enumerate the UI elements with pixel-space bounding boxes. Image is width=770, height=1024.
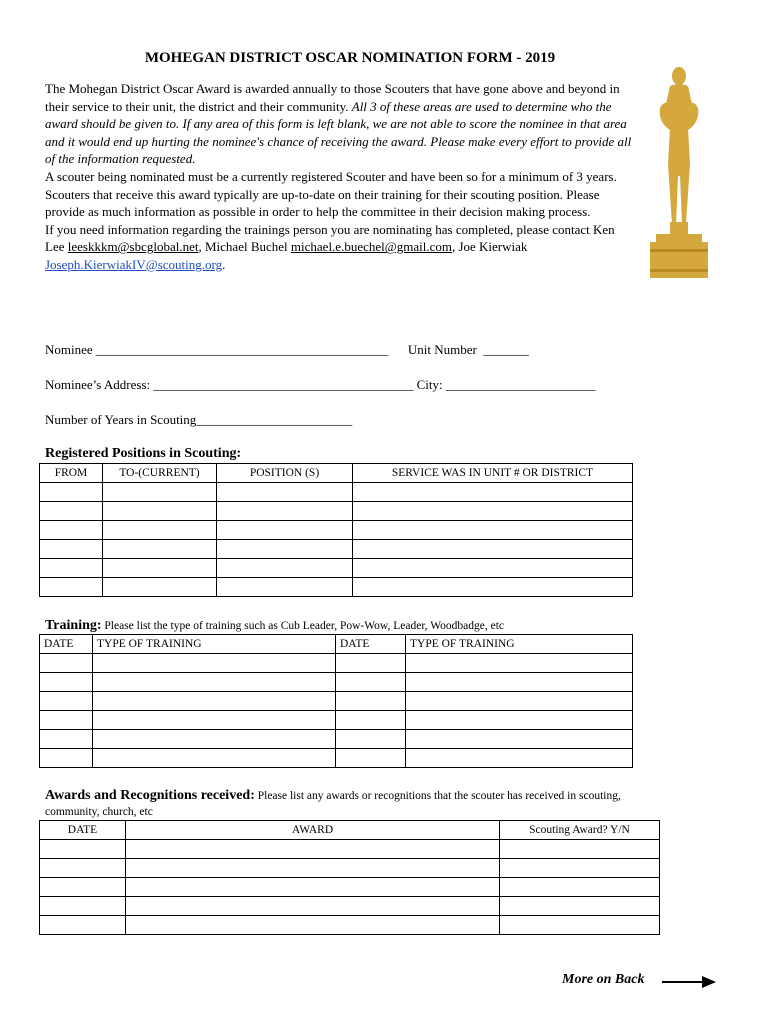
column-header: TYPE OF TRAINING xyxy=(93,635,336,654)
table-cell[interactable] xyxy=(217,559,353,578)
table-cell[interactable] xyxy=(40,540,103,559)
table-cell[interactable] xyxy=(40,916,126,935)
table-cell[interactable] xyxy=(93,692,336,711)
table-cell[interactable] xyxy=(217,540,353,559)
table-header-row xyxy=(40,635,633,654)
table-cell[interactable] xyxy=(336,749,406,768)
table-cell[interactable] xyxy=(40,692,93,711)
table-cell[interactable] xyxy=(40,654,93,673)
table-cell[interactable] xyxy=(93,749,336,768)
table-cell[interactable] xyxy=(406,654,633,673)
table-cell[interactable] xyxy=(500,897,660,916)
intro-p1-plain: The Mohegan District Oscar Award is awarded annually to those Scouters that have gone above and beyond in their service to their unit, the district and their community. xyxy=(45,81,620,114)
awards-table xyxy=(39,820,660,935)
table-cell[interactable] xyxy=(336,711,406,730)
intro-paragraph-1 xyxy=(45,80,635,168)
table-cell[interactable] xyxy=(353,540,633,559)
column-header: TYPE OF TRAINING xyxy=(406,635,633,654)
table-row[interactable] xyxy=(40,897,660,916)
page-title: MOHEGAN DISTRICT OSCAR NOMINATION FORM - 2019 xyxy=(144,50,556,66)
more-on-back-label: More on Back xyxy=(562,972,645,987)
table-cell[interactable] xyxy=(40,578,103,597)
awards-section-title xyxy=(45,788,621,804)
table-cell[interactable] xyxy=(217,483,353,502)
table-cell[interactable] xyxy=(406,692,633,711)
table-row[interactable] xyxy=(40,521,633,540)
table-cell[interactable] xyxy=(40,711,93,730)
arrow-right-icon xyxy=(662,974,718,990)
table-cell[interactable] xyxy=(103,540,217,559)
table-cell[interactable] xyxy=(93,673,336,692)
table-cell[interactable] xyxy=(353,559,633,578)
nominee-field[interactable]: Nominee _____________________________________________ Unit Number _______ xyxy=(45,342,529,357)
training-title: Training: xyxy=(45,618,102,633)
training-note: Please list the type of training such as Cub Leader, Pow-Wow, Leader, Woodbadge, etc xyxy=(101,620,505,632)
column-header: FROM xyxy=(40,464,103,483)
table-row[interactable] xyxy=(40,711,633,730)
intro-paragraph-4 xyxy=(45,221,635,274)
table-cell[interactable] xyxy=(217,502,353,521)
column-header: DATE xyxy=(336,635,406,654)
table-row[interactable] xyxy=(40,730,633,749)
table-cell[interactable] xyxy=(353,483,633,502)
table-row[interactable] xyxy=(40,916,660,935)
table-cell[interactable] xyxy=(126,840,500,859)
column-header: DATE xyxy=(40,821,126,840)
table-row[interactable] xyxy=(40,673,633,692)
intro-paragraph-2: A scouter being nominated must be a currently registered Scouter and have been so for a minimum of 3 years. xyxy=(45,168,617,184)
table-cell[interactable] xyxy=(336,730,406,749)
table-cell[interactable] xyxy=(40,859,126,878)
awards-title: Awards and Recognitions received: xyxy=(45,788,255,803)
table-row[interactable] xyxy=(40,540,633,559)
table-cell[interactable] xyxy=(103,521,217,540)
table-cell[interactable] xyxy=(93,711,336,730)
table-row[interactable] xyxy=(40,859,660,878)
table-row[interactable] xyxy=(40,578,633,597)
column-header: Scouting Award? Y/N xyxy=(500,821,660,840)
table-row[interactable] xyxy=(40,559,633,578)
column-header: TO-(CURRENT) xyxy=(103,464,217,483)
table-cell[interactable] xyxy=(353,521,633,540)
email-link-joe-kierwiak[interactable]: Joseph.KierwiakIV@scouting.org xyxy=(45,256,223,272)
table-cell[interactable] xyxy=(217,578,353,597)
table-cell[interactable] xyxy=(406,730,633,749)
training-section-title xyxy=(45,618,504,634)
email-link-ken-lee[interactable]: leeskkkm@sbcglobal.net xyxy=(67,239,199,255)
table-cell[interactable] xyxy=(500,878,660,897)
awards-note: Please list any awards or recognitions that the scouter has received in scouting, xyxy=(254,790,621,802)
table-cell[interactable] xyxy=(40,897,126,916)
table-cell[interactable] xyxy=(336,673,406,692)
column-header: DATE xyxy=(40,635,93,654)
table-row[interactable] xyxy=(40,878,660,897)
table-cell[interactable] xyxy=(40,840,126,859)
table-row[interactable] xyxy=(40,502,633,521)
column-header: SERVICE WAS IN UNIT # OR DISTRICT xyxy=(353,464,633,483)
intro-p4-text-2: , Michael Buchel xyxy=(198,239,291,255)
table-cell[interactable] xyxy=(336,654,406,673)
table-cell[interactable] xyxy=(40,730,93,749)
table-cell[interactable] xyxy=(40,749,93,768)
table-cell[interactable] xyxy=(500,859,660,878)
intro-p4-end: . xyxy=(222,256,226,272)
table-row[interactable] xyxy=(40,654,633,673)
table-row[interactable] xyxy=(40,840,660,859)
table-cell[interactable] xyxy=(126,878,500,897)
table-header-row xyxy=(40,821,660,840)
positions-section-title: Registered Positions in Scouting: xyxy=(45,446,242,461)
table-cell[interactable] xyxy=(40,559,103,578)
table-cell[interactable] xyxy=(93,730,336,749)
table-cell[interactable] xyxy=(126,859,500,878)
intro-p4-text: If you need information regarding the trainings person you are nominating has completed, please contact Ken Lee xyxy=(45,221,615,255)
table-cell[interactable] xyxy=(40,878,126,897)
table-cell[interactable] xyxy=(40,483,103,502)
table-row[interactable] xyxy=(40,749,633,768)
table-cell[interactable] xyxy=(500,916,660,935)
intro-text xyxy=(45,80,635,274)
years-in-scouting-field[interactable]: Number of Years in Scouting________________________ xyxy=(45,412,353,427)
awards-note-continued: community, church, etc xyxy=(45,806,153,818)
positions-table xyxy=(39,463,633,597)
table-row[interactable] xyxy=(40,692,633,711)
table-cell[interactable] xyxy=(103,502,217,521)
intro-p4-text-3: , Joe Kierwiak xyxy=(451,239,528,255)
table-cell[interactable] xyxy=(500,840,660,859)
column-header: AWARD xyxy=(126,821,500,840)
email-link-michael-buchel[interactable]: michael.e.buechel@gmail.com xyxy=(290,239,452,255)
training-table xyxy=(39,634,633,768)
table-cell[interactable] xyxy=(353,578,633,597)
nominee-address-field[interactable]: Nominee’s Address: ________________________________________ City: _______________________ xyxy=(45,377,596,392)
table-row[interactable] xyxy=(40,483,633,502)
table-cell[interactable] xyxy=(336,692,406,711)
table-cell[interactable] xyxy=(126,897,500,916)
table-cell[interactable] xyxy=(40,673,93,692)
table-cell[interactable] xyxy=(40,521,103,540)
table-cell[interactable] xyxy=(126,916,500,935)
table-cell[interactable] xyxy=(217,521,353,540)
table-cell[interactable] xyxy=(406,673,633,692)
table-cell[interactable] xyxy=(103,483,217,502)
intro-p1-italic: All 3 of these areas are used to determine who the award should be given to. If any area of this form is left blank, we are not able to score the nominee in that area and it would end up hurting the nominee's chance of receiving the award. Please make every effort to provide all of the information requested. xyxy=(45,98,632,167)
table-header-row xyxy=(40,464,633,483)
oscar-statue-icon xyxy=(648,64,710,278)
table-cell[interactable] xyxy=(353,502,633,521)
table-cell[interactable] xyxy=(103,559,217,578)
table-cell[interactable] xyxy=(406,711,633,730)
table-cell[interactable] xyxy=(103,578,217,597)
column-header: POSITION (S) xyxy=(217,464,353,483)
table-cell[interactable] xyxy=(40,502,103,521)
intro-paragraph-3: Scouters that receive this award typically are up-to-date on their training for their scouting position. Please provide as much information as possible in order to help the committee in their decision making process. xyxy=(45,186,600,220)
table-cell[interactable] xyxy=(406,749,633,768)
table-cell[interactable] xyxy=(93,654,336,673)
